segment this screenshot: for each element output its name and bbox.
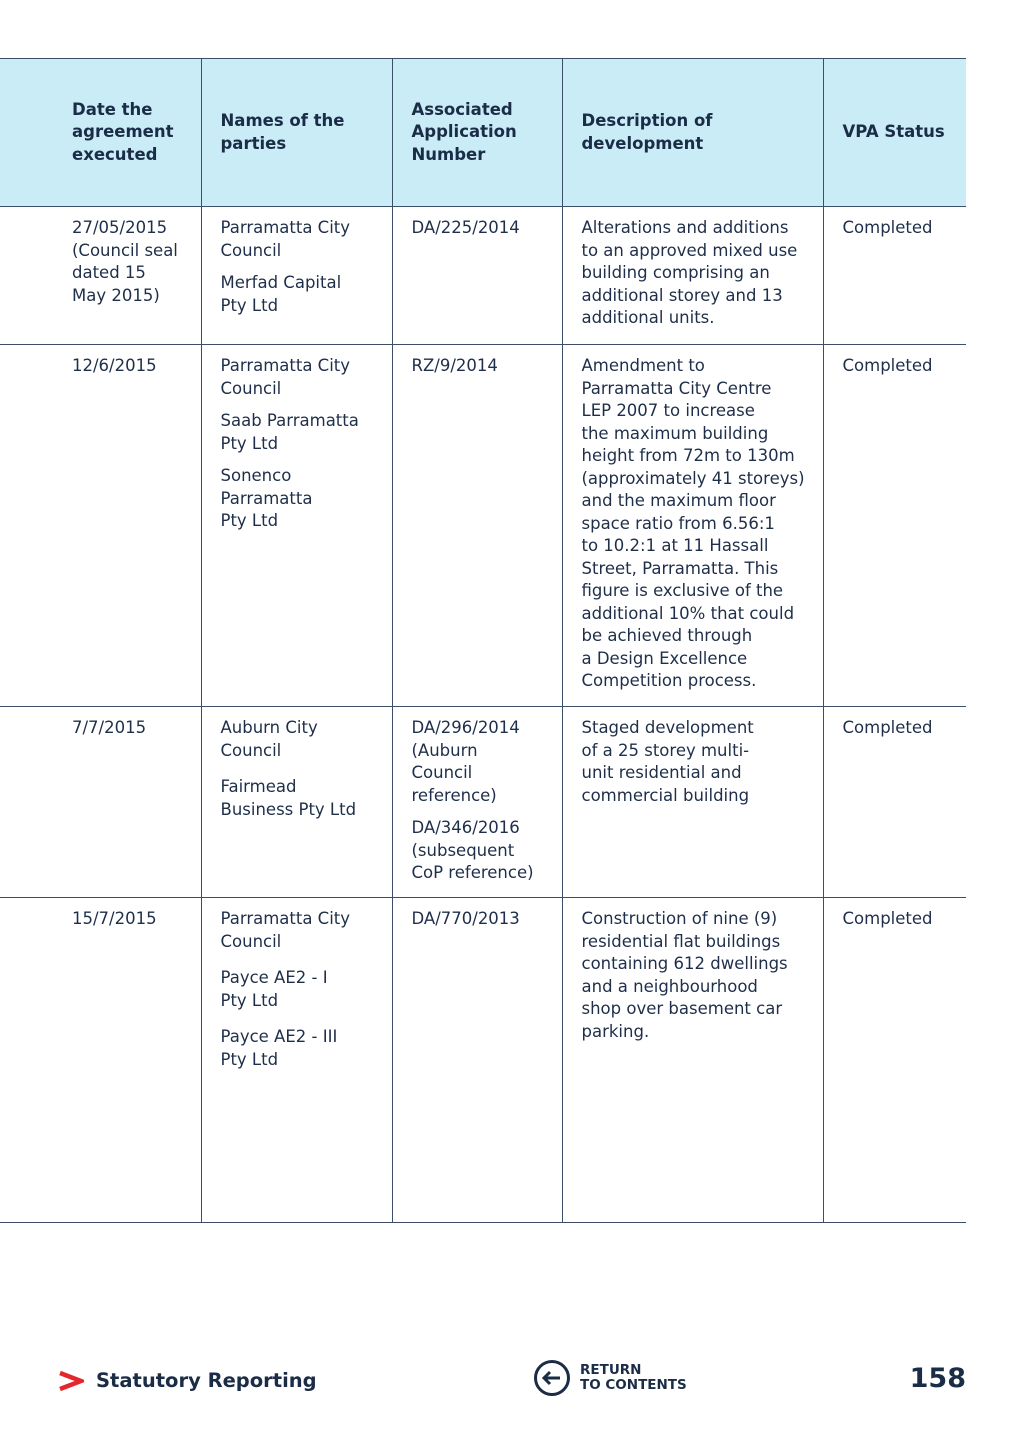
header-description: Description of development [562,59,823,207]
cell-description: Alterations and additions to an approved mixed use building comprising an additional storey and 13 additional units. [562,207,823,345]
party-entry: Parramatta City Council [220,218,351,260]
party-entry: Parramatta City Council [220,356,351,398]
cell-application [392,207,562,345]
application-entry: DA/225/2014 [411,218,520,237]
cell-date: 27/05/2015 (Council seal dated 15 May 2015) [0,207,201,345]
cell-parties [201,207,392,345]
chevron-right-icon [58,1370,84,1392]
header-vpa-status: VPA Status [823,59,966,207]
application-entry: DA/296/2014 (Auburn Council reference) [411,718,520,805]
return-label: RETURN TO CONTENTS [580,1362,687,1393]
application-entry: DA/770/2013 [411,909,520,928]
application-entry: DA/346/2016 (subsequent CoP reference) [411,818,534,882]
cell-date: 7/7/2015 [0,707,201,898]
cell-application [392,345,562,707]
cell-parties [201,898,392,1223]
application-entry: RZ/9/2014 [411,356,498,375]
table-row [0,707,966,898]
cell-application [392,898,562,1223]
table-row [0,207,966,345]
section-title: Statutory Reporting [96,1369,317,1392]
party-entry: Auburn City Council [220,718,318,760]
party-entry: Sonenco Parramatta Pty Ltd [220,466,313,530]
party-entry: Fairmead Business Pty Ltd [220,777,357,819]
cell-parties [201,345,392,707]
cell-status: Completed [823,898,966,1223]
cell-date: 15/7/2015 [0,898,201,1223]
party-entry: Merfad Capital Pty Ltd [220,273,342,315]
return-to-contents-button[interactable] [533,1359,687,1397]
table-row [0,898,966,1223]
cell-description: Staged development of a 25 storey multi- unit residential and commercial building [562,707,823,898]
vpa-register-table [0,58,966,1223]
table-row [0,345,966,707]
header-application-number: Associated Application Number [392,59,562,207]
party-entry: Payce AE2 - III Pty Ltd [220,1027,338,1069]
cell-status: Completed [823,345,966,707]
header-date-executed: Date the agreement executed [0,59,201,207]
cell-description: Construction of nine (9) residential flat buildings containing 612 dwellings and a neighbourhood shop over basement car parking. [562,898,823,1223]
arrow-left-circle-icon [533,1359,571,1397]
cell-status: Completed [823,707,966,898]
table-header-row [0,59,966,207]
cell-application [392,707,562,898]
party-entry: Saab Parramatta Pty Ltd [220,411,359,453]
header-parties: Names of the parties [201,59,392,207]
party-entry: Parramatta City Council [220,909,351,951]
party-entry: Payce AE2 - I Pty Ltd [220,968,328,1010]
footer-section-label [58,1369,317,1392]
cell-description: Amendment to Parramatta City Centre LEP 2007 to increase the maximum building height from 72m to 130m (approximately 41 storeys) and the maximum floor space ratio from 6.56:1 to 10.2:1 at 11 Hassall Street, Parramatta. This figure is exclusive of the additional 10% that could be achieved through a Design Excellence Competition process. [562,345,823,707]
cell-date: 12/6/2015 [0,345,201,707]
cell-parties [201,707,392,898]
page-number: 158 [909,1363,966,1394]
cell-status: Completed [823,207,966,345]
